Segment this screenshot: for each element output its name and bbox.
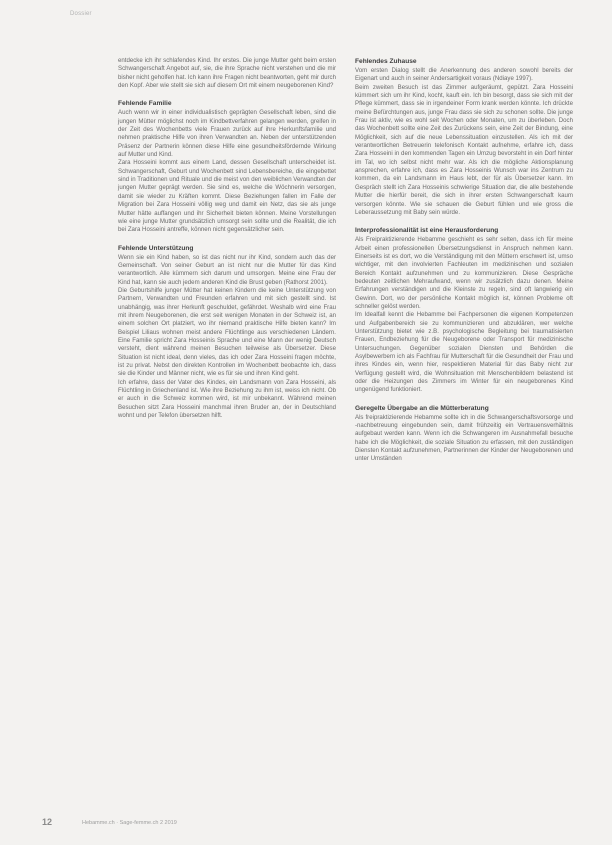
body-paragraph: Wenn sie ein Kind haben, so ist das nicht nur ihr Kind, sondern auch das der Gemeinschaft. Von seiner Geburt an ist nicht nur die Mutter für das Kind verantwortlich. Alle kümmern sich darum und umsorgen. Meine eine Frau der Kind hat, kann sie auch jedem anderen Kind die Brust geben (Rathorst 2001). (118, 253, 336, 286)
footer-source: Hebamme.ch · Sage-femme.ch 2 2019 (82, 820, 177, 826)
body-paragraph: Im Idealfall kennt die Hebamme bei Fachpersonen die eigenen Kompetenzen und Aufgabenbereich sie zu kommunizieren und abzuklären, wer welche Unterstützung bietet wie z.B. psychologische Begleitung bei traumatisierten Frauen, Endbeziehung für die Neugeborene oder Transport für medizinische Untersuchungen. Gegenüber sozialen Diensten und Behörden die Asylbewerbern ich als Fachfrau für Mutterschaft für die Gesundheit der Frau und ihres Kindes ein, wenn hier, respektieren Material für das Baby nicht zur Verfügung gestellt wird, die Wohnsituation mit Menschenbildern belastend ist oder die Heizungen des Zimmers im Winter für ein neugeborenes Kind ungenügend funktioniert. (355, 311, 573, 394)
running-header: Dossier (70, 11, 92, 17)
body-paragraph: Zara Hosseini kommt aus einem Land, dessen Gesellschaft unterscheidet ist. Schwangerschaft, Geburt und Wochenbett sind Lebensbereiche, die eingebettet sind in Traditionen und Rituale und die meist von den weiblichen Verwandten der jungen Mutter geprägt werden. Sie sind es, welche die Wöchnerin versorgen, damit sie wieder zu Kräften kommt. Diese Beziehungen fallen im Falle der Migration bei Zara Hosseini völlig weg und damit ein Netz, das sie als junge Mutter hätte auffangen und ihr Sicherheit bieten können. Meine Vorstellungen wie eine junge Mutter grundsätzlich umsorgt sein sollte und die Realität, die ich bei Zara Hosseini antreffe, können nicht gegensätzlicher sein. (118, 159, 336, 234)
section-heading: Fehlendes Zuhause (355, 58, 417, 65)
right-column (355, 57, 573, 464)
section-heading: Fehlende Familie (118, 100, 172, 108)
section-heading: Geregelte Übergabe an die Mütterberatung (355, 404, 489, 412)
page-footer (42, 814, 572, 830)
page-number: 12 (42, 817, 53, 827)
body-paragraph: Als Freipraktizierende Hebamme geschieht es sehr selten, dass ich für meine Arbeit einen professionellen Übersetzungsdienst in Anspruch nehmen kann. Einerseits ist es dort, wo die Verständigung mit den Müttern erschwert ist, umso wichtiger, mit den involvierten Fachleuten im medizinischen und sozialen Bereich Kontakt aufzunehmen und zu kommunizieren. Diese Gespräche bedeuten zeitlichen Mehraufwand, wenn wir zusätzlich dazu denen. Meine Erfahrungen verständigen und die Kleinste zu regeln, sind oft langwierig ein Gewinn. Dort, wo der persönliche Kontakt möglich ist, können Probleme oft schneller gelöst werden. (355, 236, 573, 310)
left-column (118, 57, 336, 420)
section-heading: Interprofessionalität ist eine Herausforderung (355, 227, 499, 235)
section-heading: Fehlende Unterstützung (118, 244, 194, 252)
body-paragraph: Beim zweiten Besuch ist das Zimmer aufgeräumt, gepützt. Zara Hosseini kümmert sich um ihr Kind, kocht, kauft ein. Ich bin besorgt, dass sie sich mit der Pflege kümmert, dass sie in irgendeiner Form krank werden könnte. Ich drückte meine Befürchtungen aus, junge Frau dass sie sich zu schonen sollte. Die junge Frau ist aktiv, wie es wohl seit Wochen oder Monaten, um zu überleben. Doch das Wochenbett sollte eine Zeit des Zurückens sein, eine Zeit der Bindung, eine Möglichkeit, sich auf die neue Lebenssituation einzustellen. Als ich mit der verantwortlichen Betreuerin telefonisch Kontakt aufnehme, erfahre ich, dass Zara Hosseini in den kommenden Tagen ein Umzug bevorsteht in ein Dorf hinter im Tal, wo ich selbst nicht mehr war. Als ich die mögliche Aktionsplanung ansprechen, erfahre ich, dass es Zara Hosseinis Wunsch war ins Zentrum zu kommen, da ein Landsmann im Haus lebt, der für als Übersetzer kann. Im Gespräch stellt ich Zara Hosseinis schwierige Situation dar, die alle bestehende Mutter die hierfür bereit, die sich in ihrer ersten Schwangerschaft kaum versorgen könnte. Wie sie schauen die Geburt fühlen und wie gross die Leberaussetzung mit Baby sein würde. (355, 83, 573, 216)
body-paragraph: Als freipraktizierende Hebamme sollte ich in die Schwangerschaftsvorsorge und -nachbetreuung eingebunden sein, damit frühzeitig ein Vertrauensverhältnis aufgebaut werden kann. Wenn ich die Schwangeren im Ausnahmefall besuche habe ich die Möglichkeit, die soziale Situation zu erfassen, mit den zuständigen Diensten Kontakt aufzunehmen, Partnerinnen der Kinder der Neugeborenen und unter Umständen (355, 413, 573, 463)
body-paragraph: Auch wenn wir in einer individualistisch geprägten Gesellschaft leben, sind die jungen Mütter möglichst noch im Kindbettverfahren gelangen werden, greifen in der Zeit des Wochenbetts viele Frauen zurück auf ihre Herkunftsfamilie und nehmen praktische Hilfe von ihren Verwandten an. Neben der unterstützenden Präsenz der Partnerin können diese Hilfe eine gesundheitsfördernde Wirkung auf Mutter und Kind. (118, 109, 336, 159)
body-paragraph: Ich erfahre, dass der Vater des Kindes, ein Landsmann von Zara Hosseini, als Flüchtling in Griechenland ist. Wie ihre Beziehung zu ihm ist, weiss ich nicht. Ob er auch in die Schweiz kommen wird, ist mir unbekannt. Während meinen Besuchen sitzt Zara Hosseini manchmal ihren Bruder an, der in Deutschland wohnt und per Telefon übersetzen hilft. (118, 378, 336, 420)
body-paragraph: Vom ersten Dialog stellt die Anerkennung des anderen sowohl bereits der Eigenart und auch in seiner Andersartigkeit voraus (Ndiaye 1997). (355, 67, 573, 83)
body-paragraph: Die Geburtshilfe junger Mütter hat keinen Kindern die keine Unterstützung von Partnern, Verwandten und Freunden erfahren und mit sich gestellt sind. Ist unabhängig, was ihrer Herkunft geschuldet, gefährdet. Weshalb wird eine Frau mit ihrem Neugeborenen, die erst seit wenigen Monaten in der Schweiz ist, an einem solchen Ort platziert, wo ihr niemand praktische Hilfe bieten kann? Im Beispiel Liliaus wohnen meist andere Flüchtlinge aus verschiedenen Ländern. Eine Familie spricht Zara Hosseinis Sprache und eine Mann der wenig Deutsch versteht, dient während meinen Besuchen teilweise als Übersetzer. Diese Situation ist nicht ideal, denn vieles, das ich oder Zara Hosseini fragen möchte, ist zu privat. Nebst den direkten Kontrollen im Wochenbett beobachte ich, dass sie die Kinder und Männer nicht, wie es für sie und ihren Kind geht. (118, 286, 336, 378)
body-paragraph: entdecke ich ihr schlafendes Kind. Ihr erstes. Die junge Mutter geht beim ersten Schwangerschaft Angebot auf, sie, die ihre Sprache nicht verstehen und die mir bisher nicht geholfen hat. Ich kann ihre Fragen nicht beantworten, geht mir durch den Kopf. Aber wie stellt sie sich auf diesem Ort mit einem neugeborenen Kind? (118, 57, 336, 90)
